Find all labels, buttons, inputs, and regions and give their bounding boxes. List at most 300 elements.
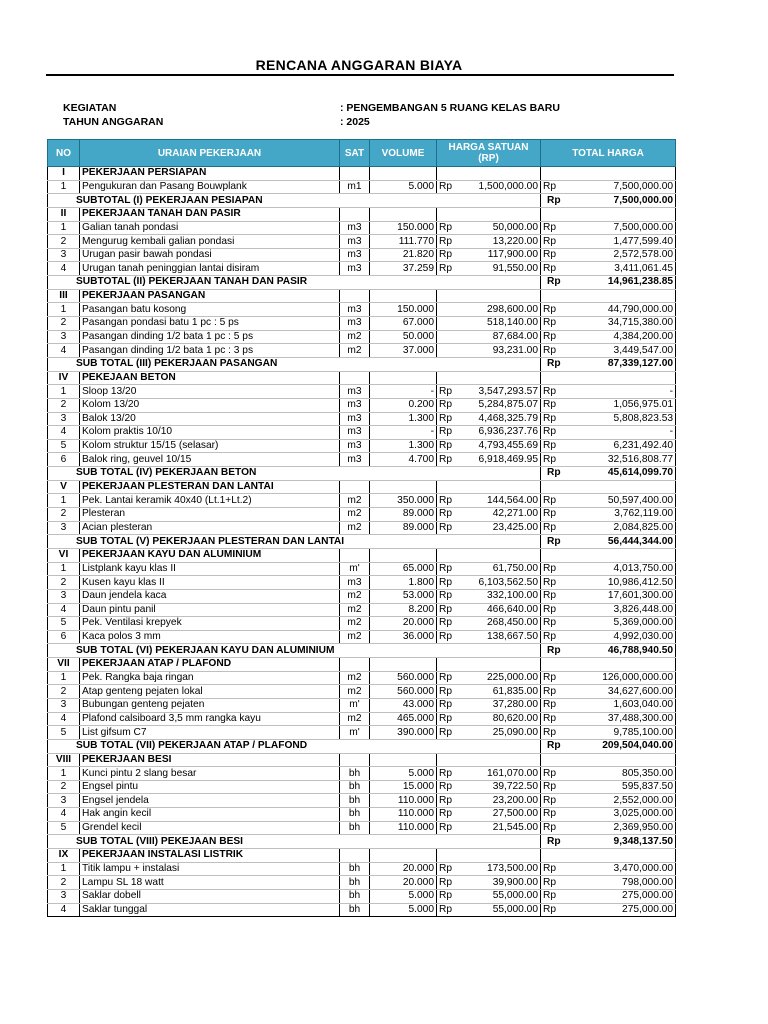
subtotal-label: SUB TOTAL (V) PEKERJAAN PLESTERAN DAN LANTAI — [48, 535, 541, 549]
item-unit: bh — [340, 876, 370, 890]
subtotal-currency: Rp — [541, 276, 569, 290]
volume-cell — [370, 167, 437, 181]
item-number: 1 — [48, 767, 80, 781]
sat-cell — [340, 289, 370, 303]
total-cell — [569, 371, 676, 385]
table-row — [48, 235, 676, 249]
item-description: Urugan tanah peninggian lantai disiram — [80, 262, 340, 276]
item-total-price: 2,572,578.00 — [569, 248, 676, 262]
harga-currency-cell — [437, 658, 467, 672]
item-total-price: 2,552,000.00 — [569, 794, 676, 808]
table-row — [48, 453, 676, 467]
table-row — [48, 521, 676, 535]
harga-currency-cell — [437, 548, 467, 562]
item-total-currency: Rp — [541, 862, 569, 876]
item-total-currency: Rp — [541, 562, 569, 576]
table-row — [48, 344, 676, 358]
harga-cell — [467, 207, 541, 221]
item-total-price: 3,826,448.00 — [569, 603, 676, 617]
total-currency-cell — [541, 753, 569, 767]
item-volume: 111.770 — [370, 235, 437, 249]
document-title: RENCANA ANGGARAN BIAYA — [255, 57, 463, 73]
harga-currency-cell — [437, 167, 467, 181]
item-unit-price: 61,835.00 — [467, 685, 541, 699]
item-description: Lampu SL 18 watt — [80, 876, 340, 890]
item-unit: m2 — [340, 671, 370, 685]
item-unit-price: 55,000.00 — [467, 903, 541, 917]
item-number: 1 — [48, 562, 80, 576]
item-unit: m2 — [340, 508, 370, 522]
subtotal-row — [48, 276, 676, 290]
item-description: Sloop 13/20 — [80, 385, 340, 399]
subtotal-row — [48, 357, 676, 371]
table-row — [48, 426, 676, 440]
volume-cell — [370, 289, 437, 303]
item-total-price: 4,992,030.00 — [569, 630, 676, 644]
item-volume: - — [370, 385, 437, 399]
total-currency-cell — [541, 658, 569, 672]
subtotal-currency: Rp — [541, 357, 569, 371]
item-total-currency: Rp — [541, 330, 569, 344]
volume-cell — [370, 753, 437, 767]
subtotal-amount: 45,614,099.70 — [569, 467, 676, 481]
table-row — [48, 903, 676, 917]
harga-currency-cell — [437, 289, 467, 303]
item-volume: 150.000 — [370, 303, 437, 317]
sat-cell — [340, 371, 370, 385]
item-total-currency: Rp — [541, 630, 569, 644]
item-description: Grendel kecil — [80, 821, 340, 835]
item-volume: 5.000 — [370, 180, 437, 194]
subtotal-label: SUB TOTAL (III) PEKERJAAN PASANGAN — [48, 357, 541, 371]
subtotal-label: SUB TOTAL (IV) PEKERJAAN BETON — [48, 467, 541, 481]
item-number: 4 — [48, 344, 80, 358]
item-total-price: 3,411,061.45 — [569, 262, 676, 276]
section-number: VIII — [48, 753, 80, 767]
section-title: PEKERJAAN PERSIAPAN — [80, 167, 340, 181]
item-total-currency: Rp — [541, 603, 569, 617]
item-unit: m3 — [340, 426, 370, 440]
item-unit: m3 — [340, 235, 370, 249]
table-row — [48, 862, 676, 876]
item-total-currency: Rp — [541, 344, 569, 358]
item-total-currency: Rp — [541, 398, 569, 412]
volume-cell — [370, 371, 437, 385]
item-unit-price: 25,090.00 — [467, 726, 541, 740]
item-unit-price: 161,070.00 — [467, 767, 541, 781]
item-total-price: 1,477,599.40 — [569, 235, 676, 249]
item-unit-price: 13,220.00 — [467, 235, 541, 249]
item-unit-price: 42,271.00 — [467, 508, 541, 522]
item-total-currency: Rp — [541, 221, 569, 235]
item-volume: 20.000 — [370, 617, 437, 631]
item-unit-price: 6,936,237.76 — [467, 426, 541, 440]
item-total-currency: Rp — [541, 671, 569, 685]
item-total-currency: Rp — [541, 248, 569, 262]
item-unit-price: 23,425.00 — [467, 521, 541, 535]
item-price-currency — [437, 303, 467, 317]
item-total-currency: Rp — [541, 821, 569, 835]
total-currency-cell — [541, 548, 569, 562]
item-volume: 37.000 — [370, 344, 437, 358]
item-volume: - — [370, 426, 437, 440]
item-description: Pengukuran dan Pasang Bouwplank — [80, 180, 340, 194]
item-unit: m3 — [340, 453, 370, 467]
sat-cell — [340, 167, 370, 181]
item-total-price: 34,715,380.00 — [569, 317, 676, 331]
item-description: Plafond calsiboard 3,5 mm rangka kayu — [80, 712, 340, 726]
subtotal-row — [48, 739, 676, 753]
item-unit: m2 — [340, 521, 370, 535]
item-unit: m2 — [340, 712, 370, 726]
total-currency-cell — [541, 480, 569, 494]
item-price-currency: Rp — [437, 576, 467, 590]
item-volume: 465.000 — [370, 712, 437, 726]
item-total-currency: Rp — [541, 712, 569, 726]
item-description: Pasangan dinding 1/2 bata 1 pc : 3 ps — [80, 344, 340, 358]
item-unit-price: 173,500.00 — [467, 862, 541, 876]
harga-cell — [467, 548, 541, 562]
tahun-anggaran-label: TAHUN ANGGARAN — [63, 116, 164, 128]
table-row — [48, 317, 676, 331]
harga-cell — [467, 371, 541, 385]
total-cell — [569, 849, 676, 863]
item-total-price: 4,013,750.00 — [569, 562, 676, 576]
item-unit: bh — [340, 889, 370, 903]
item-total-currency: Rp — [541, 589, 569, 603]
volume-cell — [370, 849, 437, 863]
col-header-no: NO — [48, 140, 80, 167]
item-unit: m2 — [340, 330, 370, 344]
item-total-price: 2,369,950.00 — [569, 821, 676, 835]
item-number: 3 — [48, 412, 80, 426]
subtotal-currency: Rp — [541, 739, 569, 753]
item-number: 1 — [48, 221, 80, 235]
item-unit: m2 — [340, 630, 370, 644]
item-unit-price: 117,900.00 — [467, 248, 541, 262]
item-price-currency: Rp — [437, 712, 467, 726]
item-unit: m1 — [340, 180, 370, 194]
item-total-currency: Rp — [541, 780, 569, 794]
item-description: Hak angin kecil — [80, 808, 340, 822]
item-unit-price: 93,231.00 — [467, 344, 541, 358]
item-description: Pasangan batu kosong — [80, 303, 340, 317]
item-description: Balok 13/20 — [80, 412, 340, 426]
table-row — [48, 385, 676, 399]
item-unit: m2 — [340, 685, 370, 699]
subtotal-amount: 56,444,344.00 — [569, 535, 676, 549]
item-total-price: - — [569, 385, 676, 399]
item-price-currency: Rp — [437, 385, 467, 399]
item-price-currency: Rp — [437, 889, 467, 903]
item-unit-price: 138,667.50 — [467, 630, 541, 644]
section-number: VI — [48, 548, 80, 562]
item-description: Kolom 13/20 — [80, 398, 340, 412]
tahun-anggaran-value: : 2025 — [340, 116, 370, 128]
item-number: 4 — [48, 262, 80, 276]
item-description: Pek. Lantai keramik 40x40 (Lt.1+Lt.2) — [80, 494, 340, 508]
item-total-price: 4,384,200.00 — [569, 330, 676, 344]
table-row — [48, 262, 676, 276]
item-number: 1 — [48, 494, 80, 508]
item-number: 1 — [48, 180, 80, 194]
item-unit-price: 466,640.00 — [467, 603, 541, 617]
item-number: 5 — [48, 726, 80, 740]
table-row — [48, 767, 676, 781]
item-number: 4 — [48, 426, 80, 440]
total-currency-cell — [541, 289, 569, 303]
item-description: Titik lampu + instalasi — [80, 862, 340, 876]
item-total-price: 10,986,412.50 — [569, 576, 676, 590]
item-volume: 110.000 — [370, 821, 437, 835]
item-total-currency: Rp — [541, 726, 569, 740]
item-volume: 560.000 — [370, 671, 437, 685]
item-price-currency: Rp — [437, 767, 467, 781]
item-price-currency: Rp — [437, 794, 467, 808]
item-number: 2 — [48, 876, 80, 890]
harga-cell — [467, 480, 541, 494]
item-total-price: - — [569, 426, 676, 440]
section-header-row — [48, 548, 676, 562]
item-unit: bh — [340, 862, 370, 876]
table-row — [48, 685, 676, 699]
item-number: 5 — [48, 617, 80, 631]
item-description: Engsel pintu — [80, 780, 340, 794]
item-unit-price: 6,103,562.50 — [467, 576, 541, 590]
item-price-currency: Rp — [437, 262, 467, 276]
item-unit-price: 332,100.00 — [467, 589, 541, 603]
section-title: PEKERJAAN PASANGAN — [80, 289, 340, 303]
item-unit: m3 — [340, 248, 370, 262]
item-total-currency: Rp — [541, 576, 569, 590]
subtotal-currency: Rp — [541, 467, 569, 481]
item-total-currency: Rp — [541, 235, 569, 249]
item-number: 4 — [48, 903, 80, 917]
item-unit: m3 — [340, 221, 370, 235]
item-price-currency: Rp — [437, 862, 467, 876]
section-header-row — [48, 207, 676, 221]
section-number: IV — [48, 371, 80, 385]
item-total-currency: Rp — [541, 698, 569, 712]
item-total-currency: Rp — [541, 617, 569, 631]
item-unit-price: 37,280.00 — [467, 698, 541, 712]
item-total-currency: Rp — [541, 180, 569, 194]
item-number: 2 — [48, 398, 80, 412]
subtotal-currency: Rp — [541, 194, 569, 208]
table-row — [48, 494, 676, 508]
subtotal-label: SUB TOTAL (VIII) PEKEJAAN BESI — [48, 835, 541, 849]
subtotal-row — [48, 835, 676, 849]
section-number: V — [48, 480, 80, 494]
item-number: 5 — [48, 439, 80, 453]
item-unit: m3 — [340, 262, 370, 276]
item-price-currency: Rp — [437, 426, 467, 440]
item-unit: m' — [340, 698, 370, 712]
item-description: Mengurug kembali galian pondasi — [80, 235, 340, 249]
item-volume: 65.000 — [370, 562, 437, 576]
item-number: 2 — [48, 317, 80, 331]
item-volume: 37.259 — [370, 262, 437, 276]
harga-currency-cell — [437, 849, 467, 863]
harga-cell — [467, 753, 541, 767]
section-header-row — [48, 849, 676, 863]
table-row — [48, 330, 676, 344]
item-description: Kusen kayu klas II — [80, 576, 340, 590]
section-title: PEKERJAAN TANAH DAN PASIR — [80, 207, 340, 221]
subtotal-currency: Rp — [541, 535, 569, 549]
total-cell — [569, 289, 676, 303]
item-price-currency: Rp — [437, 698, 467, 712]
item-total-price: 1,056,975.01 — [569, 398, 676, 412]
item-total-price: 1,603,040.00 — [569, 698, 676, 712]
item-volume: 20.000 — [370, 862, 437, 876]
item-description: Kolom praktis 10/10 — [80, 426, 340, 440]
item-volume: 110.000 — [370, 794, 437, 808]
item-number: 2 — [48, 685, 80, 699]
subtotal-label: SUB TOTAL (VI) PEKERJAAN KAYU DAN ALUMINIUM — [48, 644, 541, 658]
item-total-price: 3,449,547.00 — [569, 344, 676, 358]
section-header-row — [48, 658, 676, 672]
item-price-currency: Rp — [437, 876, 467, 890]
item-total-price: 275,000.00 — [569, 903, 676, 917]
col-header-sat: SAT — [340, 140, 370, 167]
item-total-currency: Rp — [541, 685, 569, 699]
item-unit-price: 91,550.00 — [467, 262, 541, 276]
harga-cell — [467, 658, 541, 672]
item-total-currency: Rp — [541, 303, 569, 317]
item-unit: bh — [340, 794, 370, 808]
harga-currency-cell — [437, 371, 467, 385]
item-description: Atap genteng pejaten lokal — [80, 685, 340, 699]
item-total-price: 32,516,808.77 — [569, 453, 676, 467]
item-unit-price: 39,722.50 — [467, 780, 541, 794]
item-description: Listplank kayu klas II — [80, 562, 340, 576]
item-price-currency: Rp — [437, 726, 467, 740]
section-header-row — [48, 480, 676, 494]
item-price-currency: Rp — [437, 521, 467, 535]
item-unit: m3 — [340, 317, 370, 331]
item-unit: bh — [340, 767, 370, 781]
item-number: 2 — [48, 235, 80, 249]
item-volume: 67.000 — [370, 317, 437, 331]
section-title: PEKEJAAN BETON — [80, 371, 340, 385]
item-description: Urugan pasir bawah pondasi — [80, 248, 340, 262]
item-volume: 5.000 — [370, 767, 437, 781]
table-row — [48, 412, 676, 426]
item-volume: 1.300 — [370, 439, 437, 453]
item-unit: m2 — [340, 617, 370, 631]
item-total-currency: Rp — [541, 508, 569, 522]
sat-cell — [340, 753, 370, 767]
total-cell — [569, 480, 676, 494]
item-unit: bh — [340, 903, 370, 917]
item-volume: 560.000 — [370, 685, 437, 699]
item-total-price: 126,000,000.00 — [569, 671, 676, 685]
item-total-currency: Rp — [541, 521, 569, 535]
item-unit: bh — [340, 780, 370, 794]
subtotal-amount: 46,788,940.50 — [569, 644, 676, 658]
item-volume: 50.000 — [370, 330, 437, 344]
section-number: IX — [48, 849, 80, 863]
item-total-price: 34,627,600.00 — [569, 685, 676, 699]
item-number: 2 — [48, 780, 80, 794]
section-number: II — [48, 207, 80, 221]
table-row — [48, 398, 676, 412]
item-volume: 390.000 — [370, 726, 437, 740]
harga-cell — [467, 849, 541, 863]
item-number: 1 — [48, 303, 80, 317]
item-volume: 53.000 — [370, 589, 437, 603]
item-unit-price: 5,284,875.07 — [467, 398, 541, 412]
table-row — [48, 726, 676, 740]
item-total-currency: Rp — [541, 426, 569, 440]
item-volume: 43.000 — [370, 698, 437, 712]
item-unit-price: 27,500.00 — [467, 808, 541, 822]
item-price-currency — [437, 344, 467, 358]
item-total-currency: Rp — [541, 903, 569, 917]
item-unit-price: 518,140.00 — [467, 317, 541, 331]
item-description: Kunci pintu 2 slang besar — [80, 767, 340, 781]
item-volume: 5.000 — [370, 903, 437, 917]
item-unit-price: 1,500,000.00 — [467, 180, 541, 194]
subtotal-row — [48, 467, 676, 481]
item-unit-price: 55,000.00 — [467, 889, 541, 903]
item-description: Pek. Rangka baja ringan — [80, 671, 340, 685]
table-row — [48, 630, 676, 644]
table-row — [48, 794, 676, 808]
item-number: 4 — [48, 808, 80, 822]
item-unit: m3 — [340, 412, 370, 426]
item-unit: m3 — [340, 398, 370, 412]
section-header-row — [48, 753, 676, 767]
item-description: Plesteran — [80, 508, 340, 522]
total-currency-cell — [541, 371, 569, 385]
total-cell — [569, 658, 676, 672]
item-unit: m3 — [340, 439, 370, 453]
item-total-price: 6,231,492.40 — [569, 439, 676, 453]
total-cell — [569, 207, 676, 221]
item-unit: bh — [340, 821, 370, 835]
item-total-price: 44,790,000.00 — [569, 303, 676, 317]
volume-cell — [370, 548, 437, 562]
section-title: PEKERJAAN BESI — [80, 753, 340, 767]
item-number: 1 — [48, 671, 80, 685]
item-unit-price: 4,793,455.69 — [467, 439, 541, 453]
section-title: PEKERJAAN ATAP / PLAFOND — [80, 658, 340, 672]
item-unit-price: 50,000.00 — [467, 221, 541, 235]
volume-cell — [370, 480, 437, 494]
item-price-currency: Rp — [437, 235, 467, 249]
item-unit: bh — [340, 808, 370, 822]
item-description: Kaca polos 3 mm — [80, 630, 340, 644]
item-volume: 15.000 — [370, 780, 437, 794]
sat-cell — [340, 849, 370, 863]
table-header-row — [48, 140, 676, 167]
item-total-price: 7,500,000.00 — [569, 221, 676, 235]
item-total-price: 3,762,119.00 — [569, 508, 676, 522]
table-row — [48, 876, 676, 890]
item-unit-price: 4,468,325.79 — [467, 412, 541, 426]
item-total-currency: Rp — [541, 889, 569, 903]
item-unit-price: 298,600.00 — [467, 303, 541, 317]
item-total-price: 7,500,000.00 — [569, 180, 676, 194]
item-volume: 1.800 — [370, 576, 437, 590]
volume-cell — [370, 658, 437, 672]
item-unit: m2 — [340, 603, 370, 617]
table-row — [48, 712, 676, 726]
subtotal-amount: 14,961,238.85 — [569, 276, 676, 290]
table-row — [48, 303, 676, 317]
